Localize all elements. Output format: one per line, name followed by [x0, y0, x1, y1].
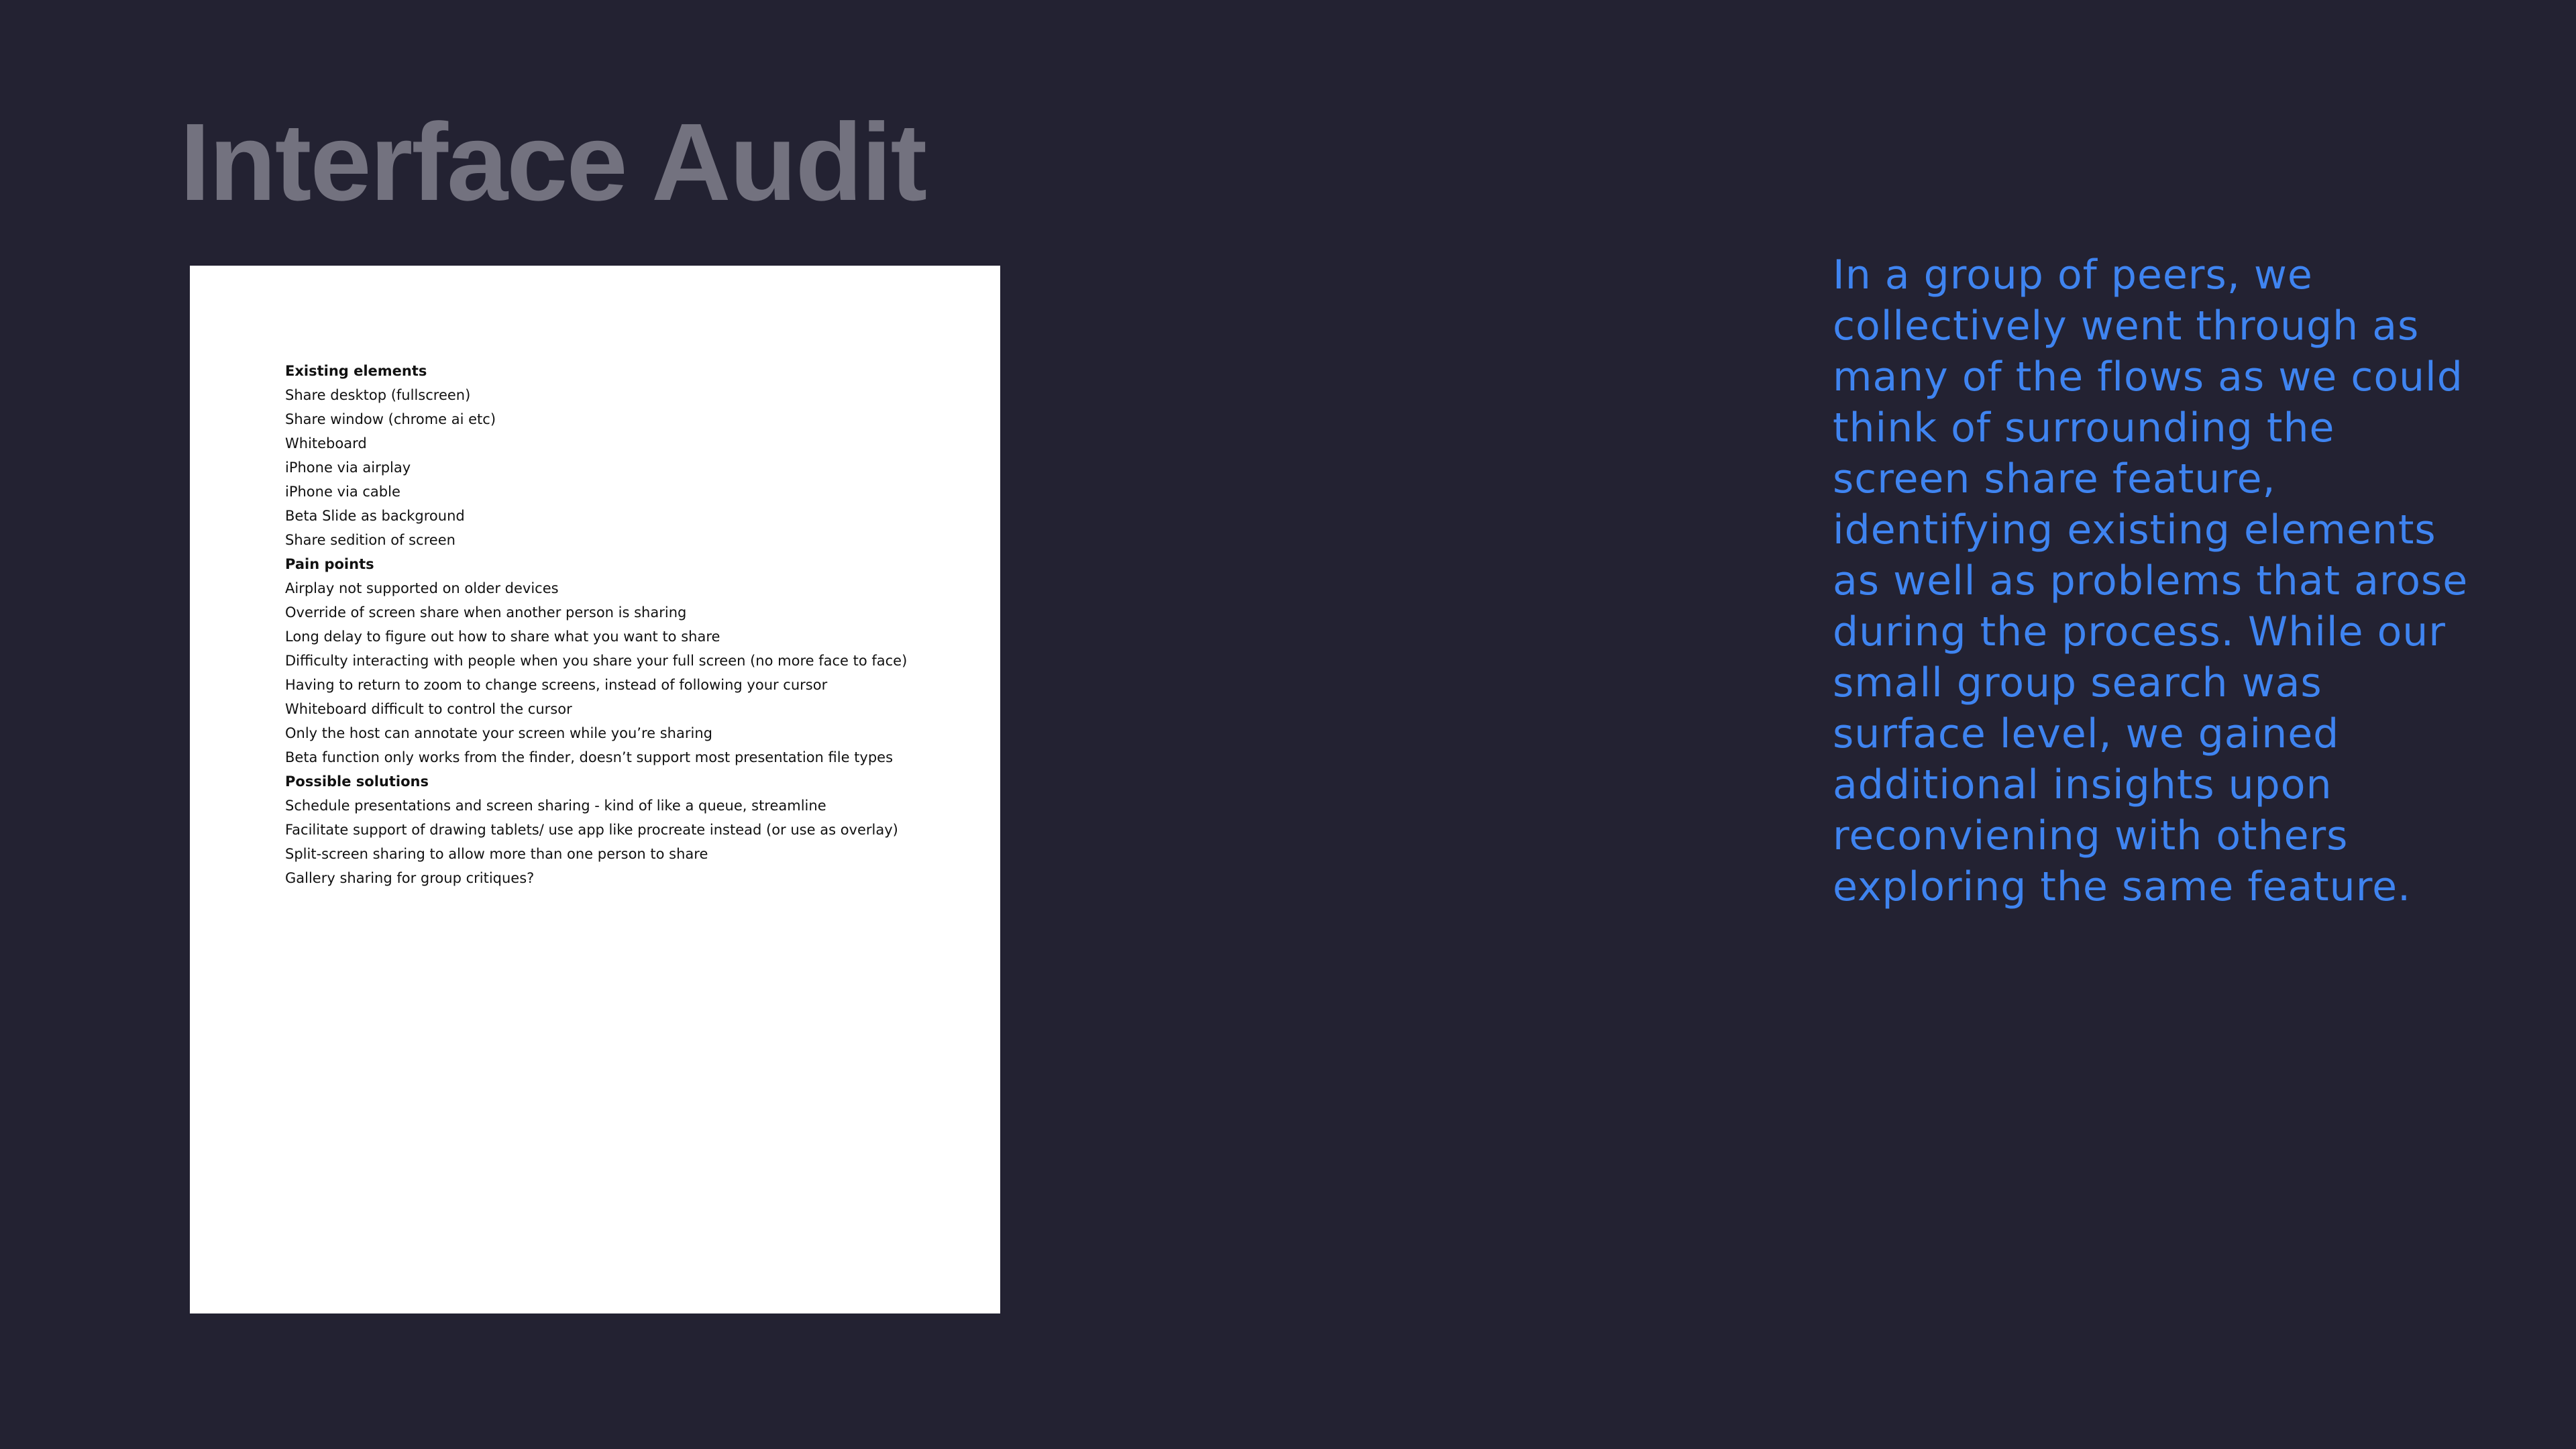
section-heading-existing-elements: Existing elements: [285, 363, 427, 379]
list-item: Difficulty interacting with people when you share your full screen (no more face to face): [285, 653, 908, 669]
notes-line: during the process. While our: [1833, 608, 2446, 655]
notes-line: surface level, we gained: [1833, 710, 2340, 757]
list-item: Long delay to figure out how to share what you want to share: [285, 629, 720, 645]
notes-line: as well as problems that arose: [1833, 557, 2469, 604]
section-heading-possible-solutions: Possible solutions: [285, 773, 429, 790]
list-item: Share desktop (fullscreen): [285, 387, 471, 403]
list-item: Airplay not supported on older devices: [285, 580, 559, 596]
list-item: Share window (chrome ai etc): [285, 411, 496, 427]
notes-line: collectively went through as: [1833, 303, 2420, 350]
handwritten-notes: [1833, 250, 2504, 912]
list-item: Beta Slide as background: [285, 508, 465, 524]
notes-line: additional insights upon: [1833, 761, 2332, 808]
document-body: [285, 359, 969, 890]
notes-line: exploring the same feature.: [1833, 863, 2412, 910]
list-item: Override of screen share when another person is sharing: [285, 604, 687, 621]
list-item: Whiteboard: [285, 435, 367, 451]
slide-title: Interface Audit: [180, 101, 926, 223]
list-item: iPhone via airplay: [285, 460, 411, 476]
list-item: Whiteboard difficult to control the cursor: [285, 701, 572, 717]
notes-line: In a group of peers, we: [1833, 252, 2313, 299]
notes-line: identifying existing elements: [1833, 506, 2436, 553]
list-item: Schedule presentations and screen sharing - kind of like a queue, streamline: [285, 798, 826, 814]
section-heading-pain-points: Pain points: [285, 556, 374, 572]
document-page: [190, 266, 1000, 1313]
list-item: Share sedition of screen: [285, 532, 455, 548]
notes-line: many of the flows as we could: [1833, 354, 2463, 400]
notes-line: small group search was: [1833, 659, 2322, 706]
list-item: iPhone via cable: [285, 484, 400, 500]
notes-line: reconviening with others: [1833, 812, 2349, 859]
list-item: Only the host can annotate your screen while you’re sharing: [285, 725, 712, 741]
list-item: Gallery sharing for group critiques?: [285, 870, 535, 886]
list-item: Having to return to zoom to change screens, instead of following your cursor: [285, 677, 828, 693]
list-item: Split-screen sharing to allow more than one person to share: [285, 846, 708, 862]
notes-line: think of surrounding the: [1833, 405, 2335, 451]
notes-line: screen share feature,: [1833, 455, 2276, 502]
list-item: Beta function only works from the finder, doesn’t support most presentation file types: [285, 749, 894, 765]
list-item: Facilitate support of drawing tablets/ use app like procreate instead (or use as overlay): [285, 822, 898, 838]
